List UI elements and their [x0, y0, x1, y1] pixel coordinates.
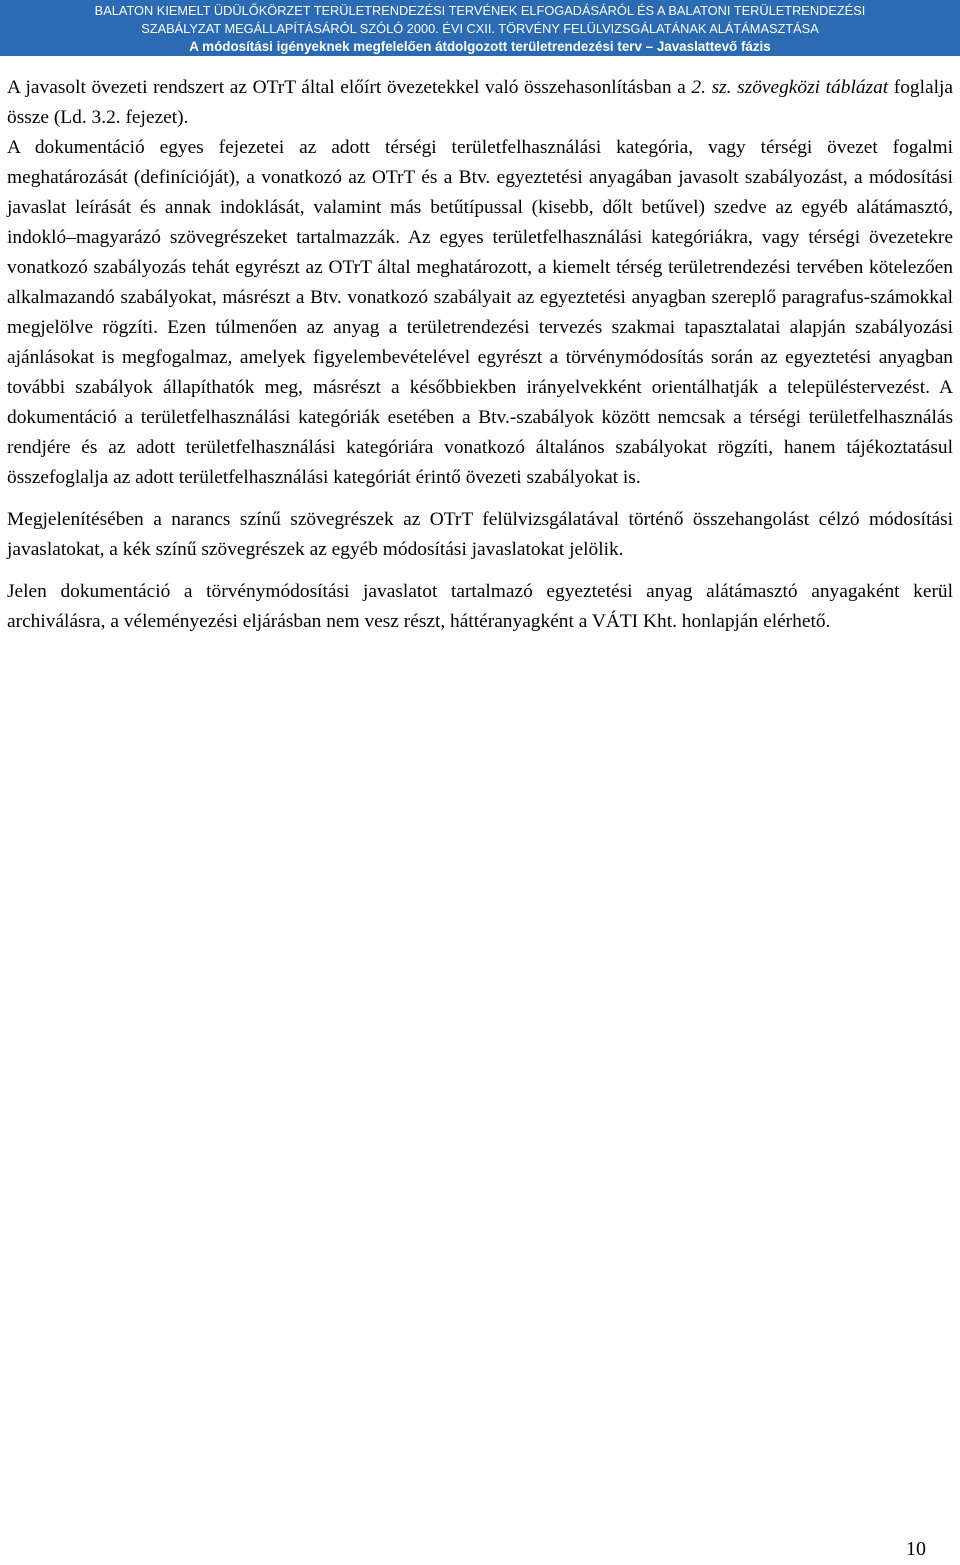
header-subtitle: A módosítási igényeknek megfelelően átdolgozott területrendezési terv – Javaslattevő fázis — [189, 39, 771, 54]
header-title-line-1: BALATON KIEMELT ÜDÜLŐKÖRZET TERÜLETRENDEZÉSI TERVÉNEK ELFOGADÁSÁRÓL ÉS A BALATONI TERÜLETRENDEZÉSI — [94, 3, 866, 18]
paragraph-color-legend: Megjelenítésében a narancs színű szövegrészek az OTrT felülvizsgálatával történő összehangolást célzó módosítási javaslatokat, a kék színű szövegrészek az egyéb módosítási javaslatokat jelölik. — [7, 509, 953, 560]
paragraph-documentation-chapters: A dokumentáció egyes fejezetei az adott térségi területfelhasználási kategória, vagy térségi övezet fogalmi meghatározását (definícióját), a vonatkozó az OTrT és a Btv. egyeztetési anyagában javasolt szabályozást, a módosítási javaslat leírását és annak indoklását, valamint más betűtípussal (kisebb, dőlt betűvel) szedve az egyéb alátámasztó, indokló–magyarázó szövegrészeket tartalmazzák. Az egyes területfelhasználási kategóriákra, vagy térségi övezetekre vonatkozó szabályozás tehát egyrészt az OTrT által meghatározott, a kiemelt térség területrendezési tervében kötelezően alkalmazandó szabályokat, másrészt a Btv. vonatkozó szabályait az egyeztetési anyagban szereplő paragrafus-számokkal megjelölve rögzíti. Ezen túlmenően az anyag a területrendezési tervezés szakmai tapasztalatai alapján szabályozási ajánlásokat is megfogalmaz, amelyek figyelembevételével egyrészt a törvénymódosítás során az egyeztetési anyagban további szabályok állapíthatók meg, másrészt a későbbiekben irányelvekként orientálhatják a településtervezést. A dokumentáció a területfelhasználási kategóriák esetében a Btv.-szabályok között nemcsak a térségi területfelhasználás rendjére és az adott területfelhasználási kategóriára vonatkozó általános szabályokat rögzíti, hanem tájékoztatásul összefoglalja az adott területfelhasználási kategóriát érintő övezeti szabályokat is. — [7, 137, 953, 488]
header-title-line-2: SZABÁLYZAT MEGÁLLAPÍTÁSÁRÓL SZÓLÓ 2000. ÉVI CXII. TÖRVÉNY FELÜLVIZSGÁLATÁNAK ALÁTÁMASZTÁSA — [141, 21, 819, 36]
table-reference: 2. sz. szövegközi táblázat — [691, 77, 889, 98]
paragraph-zoning-system — [7, 73, 953, 133]
paragraph-1-text-a: A javasolt övezeti rendszert az OTrT által előírt övezetekkel való összehasonlításban a — [7, 77, 692, 98]
paragraph-archival-note: Jelen dokumentáció a törvénymódosítási javaslatot tartalmazó egyeztetési anyag alátámasztó anyagaként kerül archiválásra, a véleményezési eljárásban nem vesz részt, háttéranyagként a VÁTI Kht. honlapján elérhető. — [7, 581, 953, 632]
page-number: 10 — [906, 1538, 926, 1560]
document-body — [7, 73, 953, 649]
document-header — [0, 0, 960, 56]
paragraph-1-text-b: foglalja össze (Ld. 3.2. fejezet). — [7, 77, 953, 128]
